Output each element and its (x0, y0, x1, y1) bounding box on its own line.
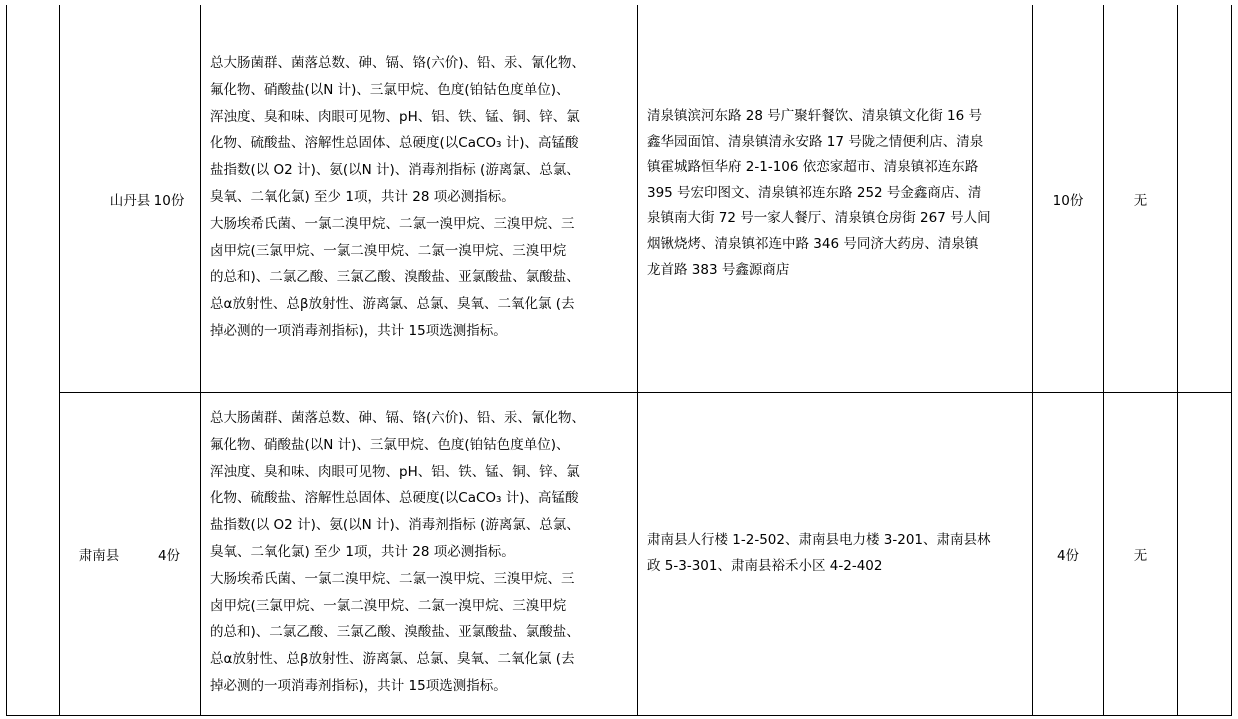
test-items-line: 总α放射性、总β放射性、游离氯、总氯、臭氧、二氧化氯 (去 (210, 651, 575, 668)
remark: 无 (1133, 548, 1148, 564)
location-line: 龙首路 383 号鑫源商店 (647, 261, 790, 278)
table-border (1231, 5, 1232, 716)
sample-count-cell (138, 5, 200, 392)
test-items-line: 总大肠菌群、菌落总数、砷、镉、铬(六价)、铅、汞、氰化物、 (210, 410, 586, 426)
test-items-line: 臭氧、二氧化氯) 至少 1项，共计 28 项必测指标。 (210, 188, 515, 205)
test-items-line: 盐指数(以 O2 计)、氨(以N 计)、消毒剂指标 (游离氯、总氯、 (210, 517, 580, 534)
location-line: 泉镇南大街 72 号一家人餐厅、清泉镇仓房街 267 号人间 (647, 210, 991, 227)
remark-cell (1104, 393, 1177, 715)
location-line: 政 5-3-301、肃南县裕禾小区 4-2-402 (647, 557, 883, 574)
test-items-line: 化物、硫酸盐、溶解性总固体、总硬度(以CaCO₃ 计)、高锰酸 (210, 490, 579, 507)
actual-count-cell (1033, 393, 1103, 715)
location-line: 肃南县人行楼 1-2-502、肃南县电力楼 3-201、肃南县林 (647, 532, 991, 548)
county-name: 肃南县 (78, 548, 120, 564)
table-border (6, 5, 7, 716)
test-items-line: 大肠埃希氏菌、一氯二溴甲烷、二氯一溴甲烷、三溴甲烷、三 (210, 215, 575, 232)
location-line: 鑫华园面馆、清泉镇清永安路 17 号陇之情便利店、清泉 (647, 133, 984, 150)
sample-count-cell (138, 393, 200, 715)
test-items-line: 氟化物、硝酸盐(以N 计)、三氯甲烷、色度(铂钴色度单位)、 (210, 81, 570, 98)
test-items-line: 总α放射性、总β放射性、游离氯、总氯、臭氧、二氧化氯 (去 (210, 296, 575, 313)
location-cell (647, 104, 1029, 283)
county-cell (60, 393, 138, 715)
table-bottom-border (6, 715, 1232, 716)
test-items-cell (210, 50, 634, 345)
test-items-line: 氟化物、硝酸盐(以N 计)、三氯甲烷、色度(铂钴色度单位)、 (210, 436, 570, 453)
county-name: 山丹县 (109, 192, 151, 209)
location-line: 395 号宏印图文、清泉镇祁连东路 252 号金鑫商店、清 (647, 184, 982, 201)
test-items-line: 总大肠菌群、菌落总数、砷、镉、铬(六价)、铅、汞、氰化物、 (210, 55, 586, 71)
test-items-line: 掉必测的一项消毒剂指标)，共计 15项选测指标。 (210, 677, 507, 694)
sample-count: 10份 (153, 192, 185, 209)
test-items-line: 盐指数(以 O2 计)、氨(以N 计)、消毒剂指标 (游离氯、总氯、 (210, 162, 580, 179)
sample-count: 4份 (157, 548, 181, 564)
actual-count: 4份 (1056, 548, 1080, 564)
test-items-line: 浑浊度、臭和味、肉眼可见物、pH、铝、铁、锰、铜、锌、氯 (210, 463, 580, 480)
location-line: 清泉镇滨河东路 28 号广聚轩餐饮、清泉镇文化街 16 号 (647, 108, 983, 124)
test-items-line: 掉必测的一项消毒剂指标)，共计 15项选测指标。 (210, 322, 507, 339)
test-items-line: 浑浊度、臭和味、肉眼可见物、pH、铝、铁、锰、铜、锌、氯 (210, 108, 580, 125)
actual-count-cell (1033, 5, 1103, 392)
test-items-line: 臭氧、二氧化氯) 至少 1项，共计 28 项必测指标。 (210, 543, 515, 560)
table-border (1177, 5, 1178, 716)
test-items-line: 大肠埃希氏菌、一氯二溴甲烷、二氯一溴甲烷、三溴甲烷、三 (210, 570, 575, 587)
location-cell (647, 528, 1029, 579)
test-items-line: 的总和)、二氯乙酸、三氯乙酸、溴酸盐、亚氯酸盐、氯酸盐、 (210, 624, 580, 641)
actual-count: 10份 (1052, 192, 1084, 209)
test-items-line: 卤甲烷(三氯甲烷、一氯二溴甲烷、二氯一溴甲烷、三溴甲烷 (210, 597, 567, 614)
location-line: 镇霍城路恒华府 2-1-106 依恋家超市、清泉镇祁连东路 (647, 159, 979, 176)
remark-cell (1104, 5, 1177, 392)
test-items-cell (210, 405, 634, 700)
test-items-line: 化物、硫酸盐、溶解性总固体、总硬度(以CaCO₃ 计)、高锰酸 (210, 135, 579, 152)
location-line: 烟锹烧烤、清泉镇祁连中路 346 号同济大药房、清泉镇 (647, 235, 979, 252)
table-border (200, 5, 201, 716)
test-items-line: 的总和)、二氯乙酸、三氯乙酸、溴酸盐、亚氯酸盐、氯酸盐、 (210, 269, 580, 286)
remark: 无 (1133, 192, 1148, 209)
table-border (637, 5, 638, 716)
test-items-line: 卤甲烷(三氯甲烷、一氯二溴甲烷、二氯一溴甲烷、三溴甲烷 (210, 242, 567, 259)
